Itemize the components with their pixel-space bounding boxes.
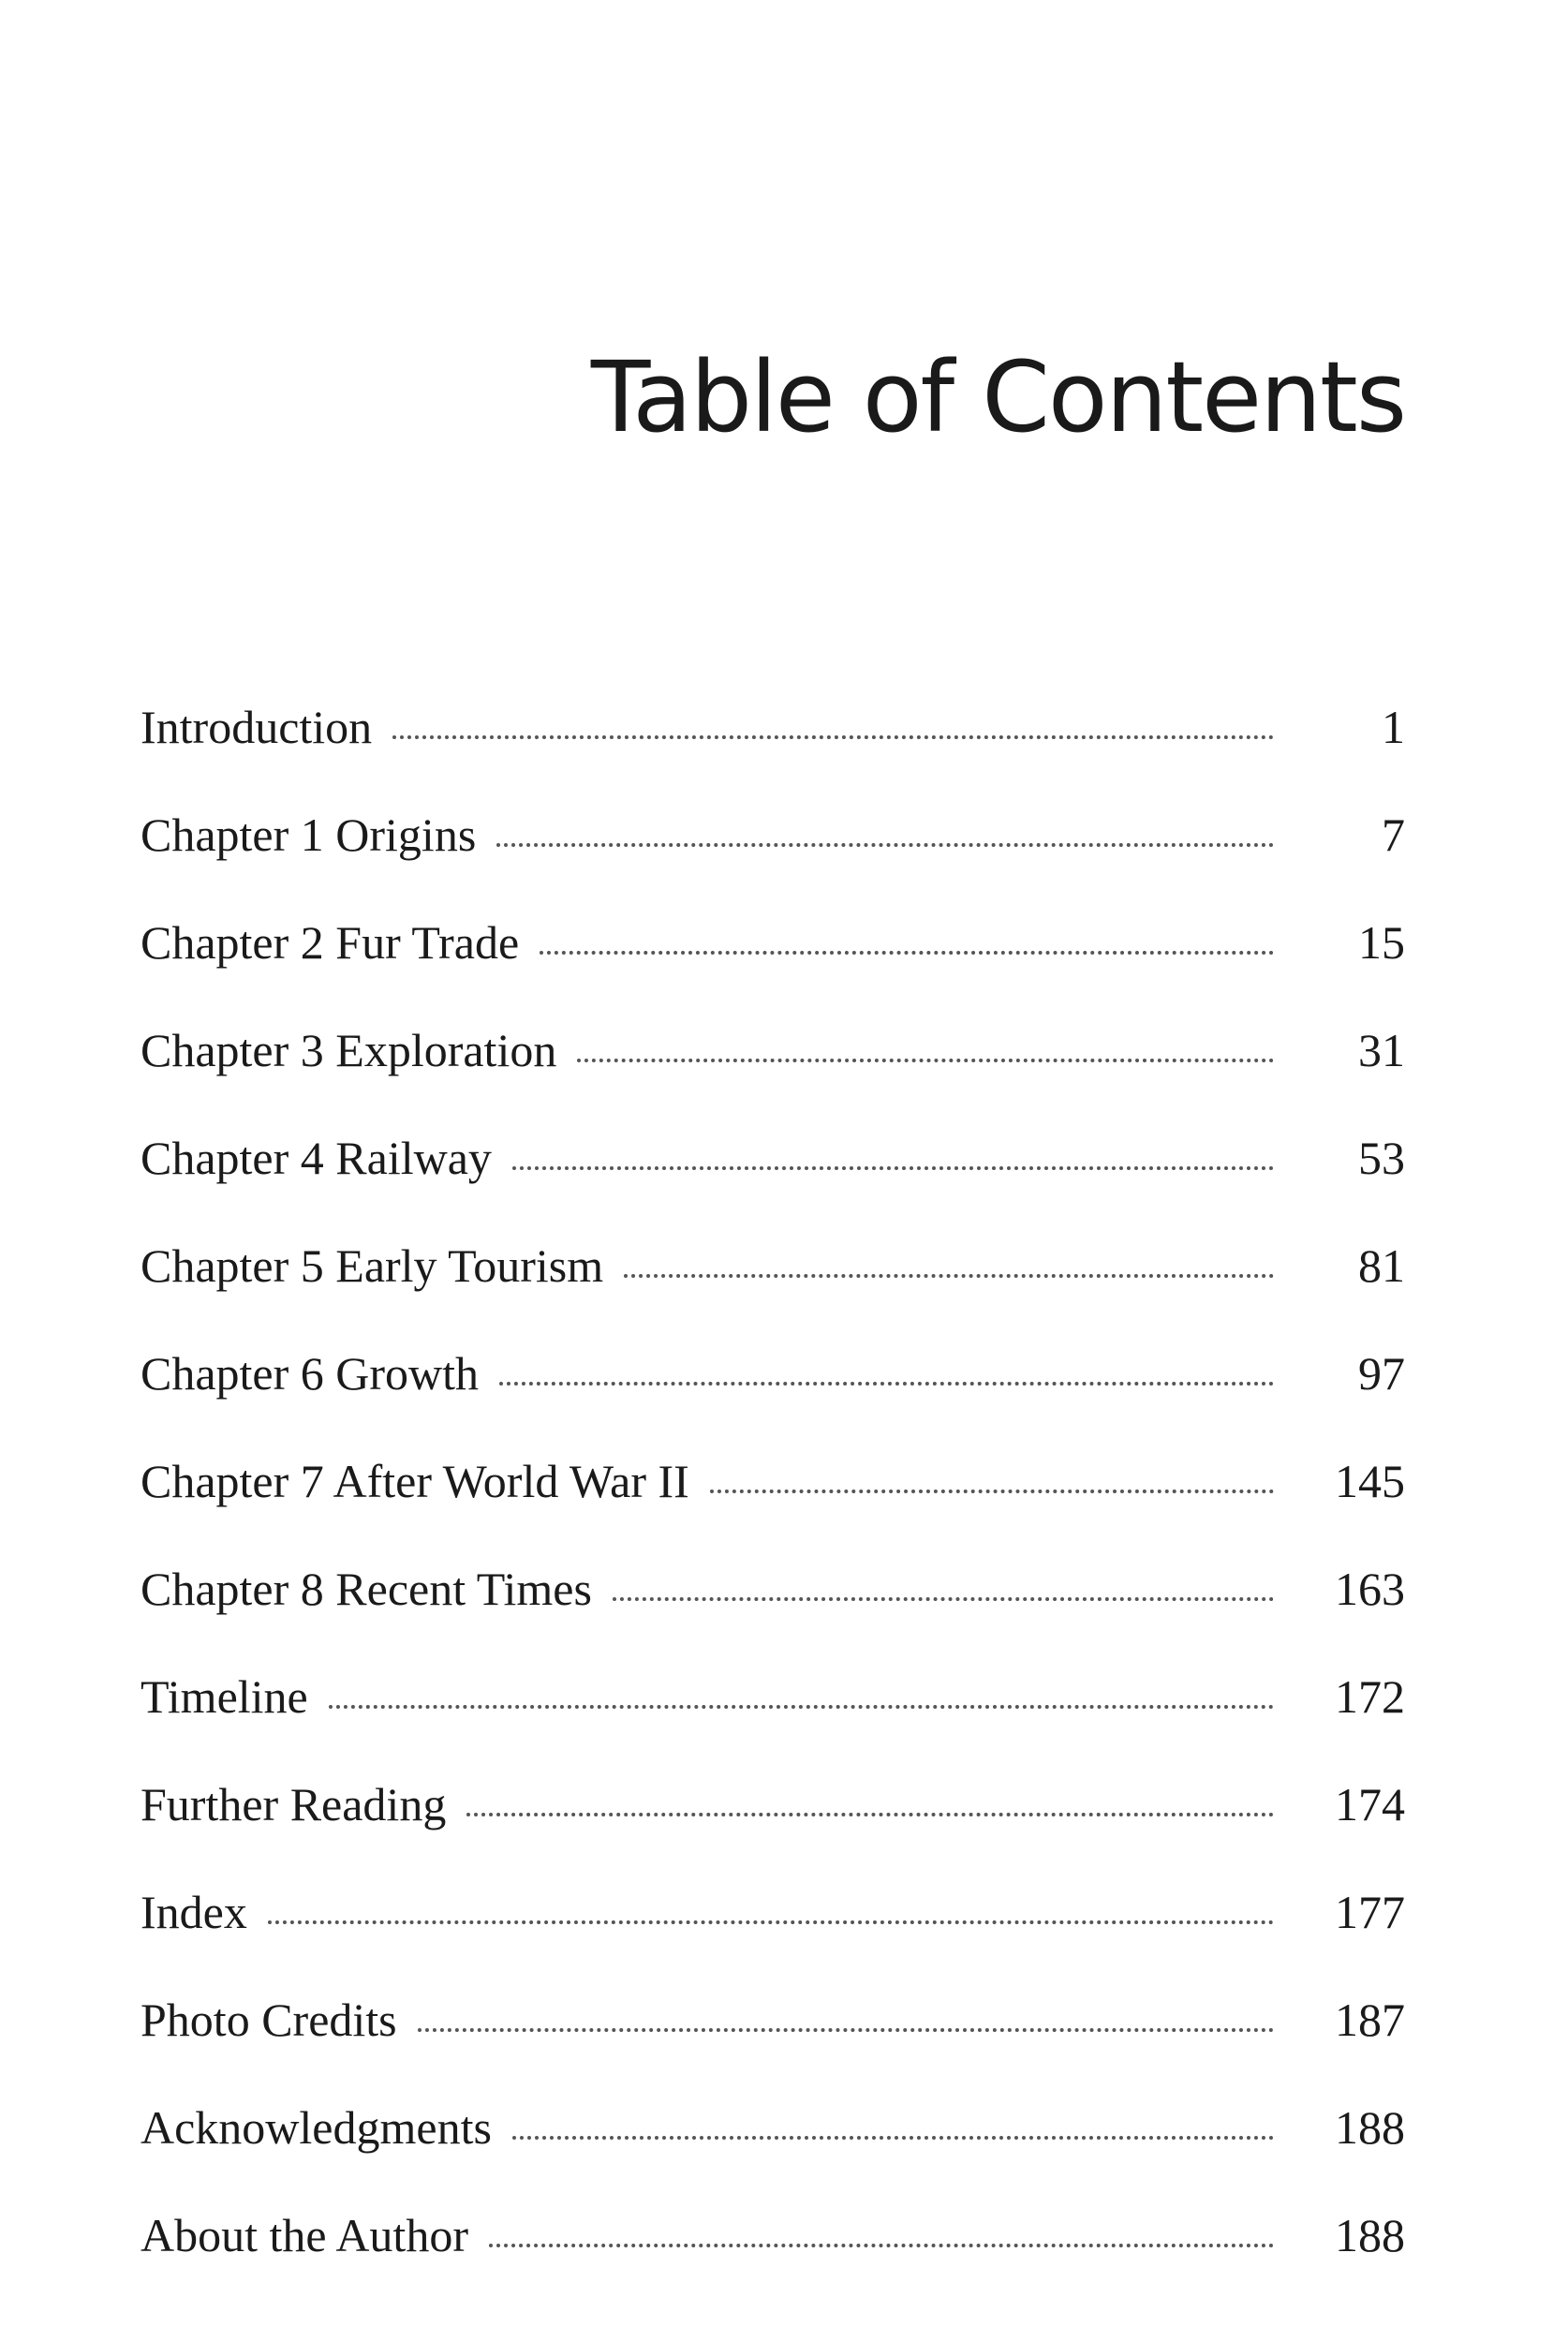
entry-label: Index: [141, 1886, 247, 1938]
dot-leader: [624, 1268, 1274, 1278]
entry-page-number: 163: [1335, 1563, 1405, 1615]
entry-label: Chapter 2 Fur Trade: [141, 916, 520, 969]
dot-leader: [329, 1699, 1274, 1709]
toc-entry-acknowledgments: [141, 2090, 1405, 2165]
dot-leader: [577, 1053, 1274, 1062]
entry-page-number: 81: [1358, 1239, 1405, 1292]
toc-entry-timeline: [141, 1659, 1405, 1734]
toc-entry-about-the-author: [141, 2198, 1405, 2273]
dot-leader: [499, 1376, 1274, 1386]
entry-label: About the Author: [141, 2209, 468, 2261]
entry-page-number: 1: [1382, 701, 1405, 753]
entry-page-number: 7: [1382, 808, 1405, 861]
dot-leader: [540, 945, 1274, 955]
toc-entry-chapter-2: [141, 905, 1405, 980]
dot-leader: [512, 2130, 1274, 2140]
entry-label: Chapter 7 After World War II: [141, 1455, 689, 1507]
toc-entry-chapter-3: [141, 1013, 1405, 1088]
toc-entry-chapter-1: [141, 797, 1405, 872]
dot-leader: [496, 837, 1274, 847]
dot-leader: [268, 1915, 1274, 1924]
dot-leader: [710, 1484, 1274, 1493]
entry-label: Introduction: [141, 701, 373, 753]
dot-leader: [418, 2023, 1274, 2032]
entry-label: Acknowledgments: [141, 2101, 492, 2154]
entry-label: Timeline: [141, 1670, 308, 1723]
dot-leader: [613, 1592, 1274, 1601]
entry-page-number: 31: [1358, 1024, 1405, 1076]
toc-entry-chapter-8: [141, 1551, 1405, 1626]
entry-page-number: 145: [1335, 1455, 1405, 1507]
entry-label: Chapter 8 Recent Times: [141, 1563, 592, 1615]
entry-label: Further Reading: [141, 1778, 447, 1831]
entry-page-number: 97: [1358, 1347, 1405, 1400]
entry-label: Chapter 3 Exploration: [141, 1024, 557, 1076]
entry-page-number: 188: [1335, 2101, 1405, 2154]
entry-page-number: 53: [1358, 1132, 1405, 1184]
entry-page-number: 172: [1335, 1670, 1405, 1723]
dot-leader: [489, 2238, 1274, 2247]
dot-leader: [392, 730, 1274, 739]
page-title: Table of Contents: [590, 340, 1405, 454]
toc-entry-introduction: [141, 689, 1405, 764]
toc-entry-further-reading: [141, 1767, 1405, 1842]
entry-label: Chapter 4 Railway: [141, 1132, 492, 1184]
dot-leader: [512, 1161, 1274, 1170]
entry-page-number: 188: [1335, 2209, 1405, 2261]
entry-label: Chapter 6 Growth: [141, 1347, 480, 1400]
entry-label: Chapter 5 Early Tourism: [141, 1239, 604, 1292]
entry-label: Chapter 1 Origins: [141, 808, 477, 861]
toc-entry-chapter-6: [141, 1336, 1405, 1411]
entry-page-number: 174: [1335, 1778, 1405, 1831]
toc-entry-chapter-7: [141, 1444, 1405, 1519]
toc-entry-index: [141, 1875, 1405, 1949]
entry-page-number: 177: [1335, 1886, 1405, 1938]
toc-entry-chapter-5: [141, 1228, 1405, 1303]
toc-entry-photo-credits: [141, 1982, 1405, 2057]
dot-leader: [466, 1807, 1274, 1816]
toc-entry-chapter-4: [141, 1120, 1405, 1195]
entry-page-number: 187: [1335, 1994, 1405, 2046]
entry-page-number: 15: [1358, 916, 1405, 969]
entry-label: Photo Credits: [141, 1994, 397, 2046]
